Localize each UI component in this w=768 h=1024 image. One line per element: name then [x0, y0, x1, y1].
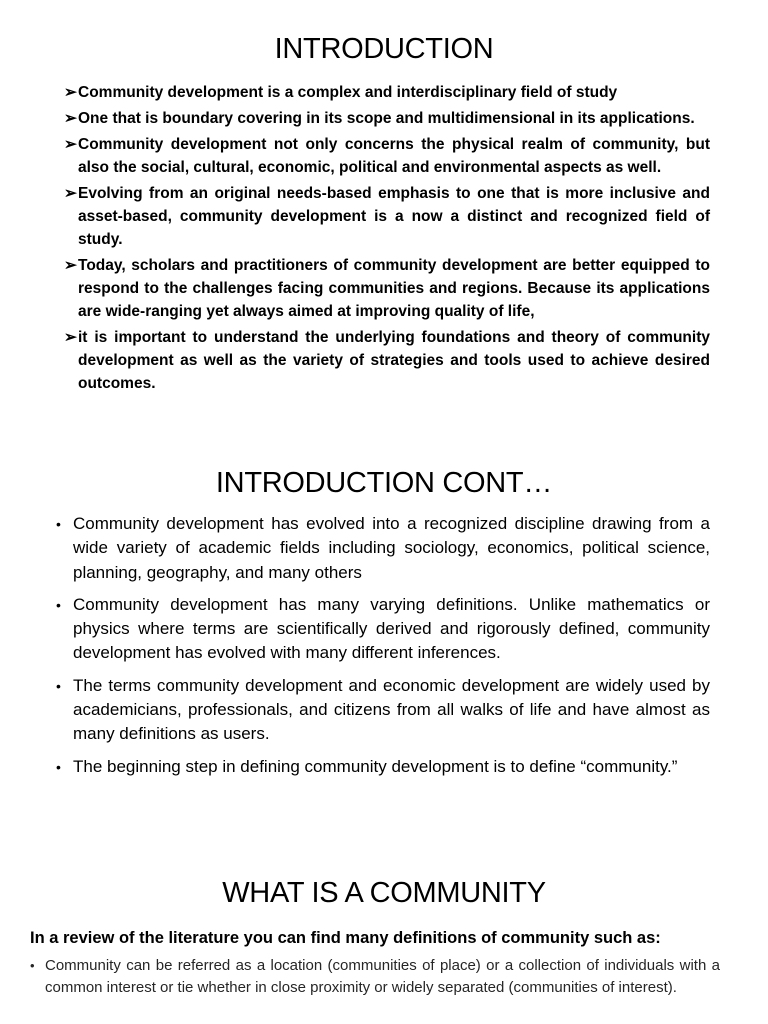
list-item: [64, 254, 710, 323]
introduction-bullet-list: [64, 81, 710, 398]
arrow-bullet-icon: ➢: [64, 84, 77, 101]
bullet-text: Evolving from an original needs-based emphasis to one that is more inclusive and asset-based, community development is a now a distinct and recognized field of study.: [78, 185, 710, 248]
list-item: [56, 593, 710, 666]
section-title-introduction: INTRODUCTION: [274, 33, 494, 65]
list-item: [56, 755, 710, 779]
bullet-text: Community development has many varying definitions. Unlike mathematics or physics where terms are scientifically derived and rigorously defined, community development has evolved with many different inferences.: [73, 594, 710, 663]
arrow-bullet-icon: ➢: [64, 329, 77, 346]
bullet-text: The beginning step in defining community development is to define “community.”: [73, 756, 678, 776]
bullet-text: The terms community development and economic development are widely used by academicians, professionals, and citizens from all walks of life and have almost as many definitions as users.: [73, 675, 710, 744]
bullet-text: Community development is a complex and interdisciplinary field of study: [78, 84, 618, 101]
list-item: [56, 512, 710, 585]
bullet-text: One that is boundary covering in its scope and multidimensional in its applications.: [78, 110, 695, 127]
bullet-text: it is important to understand the underlying foundations and theory of community development as well as the variety of strategies and tools used to achieve desired outcomes.: [78, 329, 710, 392]
arrow-bullet-icon: ➢: [64, 185, 77, 202]
introduction-cont-bullet-list: [56, 512, 710, 787]
bullet-text: Community development has evolved into a recognized discipline drawing from a wide variety of academic fields including sociology, economics, political science, planning, geography, and many others: [73, 514, 710, 582]
arrow-bullet-icon: ➢: [64, 257, 77, 274]
bullet-dot-icon: •: [56, 758, 61, 775]
list-item: [30, 955, 720, 998]
list-item: [64, 81, 710, 104]
bullet-text: Today, scholars and practitioners of community development are better equipped to respond to the challenges facing communities and regions. Because its applications are wide-ranging yet always aimed at improving quality of life,: [78, 257, 710, 320]
bullet-text: Community can be referred as a location (communities of place) or a collection of individuals with a common interest or tie whether in close proximity or widely separated (communities of interest).: [45, 957, 720, 996]
bullet-text: Community development not only concerns the physical realm of community, but also the social, cultural, economic, political and environmental aspects as well.: [78, 136, 710, 176]
list-item: [64, 133, 710, 179]
definitions-intro-text: In a review of the literature you can find many definitions of community such as:: [30, 929, 661, 947]
bullet-dot-icon: •: [30, 958, 35, 973]
list-item: [64, 107, 710, 130]
list-item: [56, 674, 710, 747]
arrow-bullet-icon: ➢: [64, 110, 77, 127]
section-title-introduction-cont: INTRODUCTION CONT…: [215, 467, 553, 499]
community-definition-list: [30, 955, 720, 998]
arrow-bullet-icon: ➢: [64, 136, 77, 153]
section-title-what-is-a-community: WHAT IS A COMMUNITY: [222, 877, 546, 909]
list-item: [64, 326, 710, 395]
bullet-dot-icon: •: [56, 677, 61, 694]
list-item: [64, 182, 710, 251]
bullet-dot-icon: •: [56, 516, 61, 532]
bullet-dot-icon: •: [56, 596, 61, 613]
